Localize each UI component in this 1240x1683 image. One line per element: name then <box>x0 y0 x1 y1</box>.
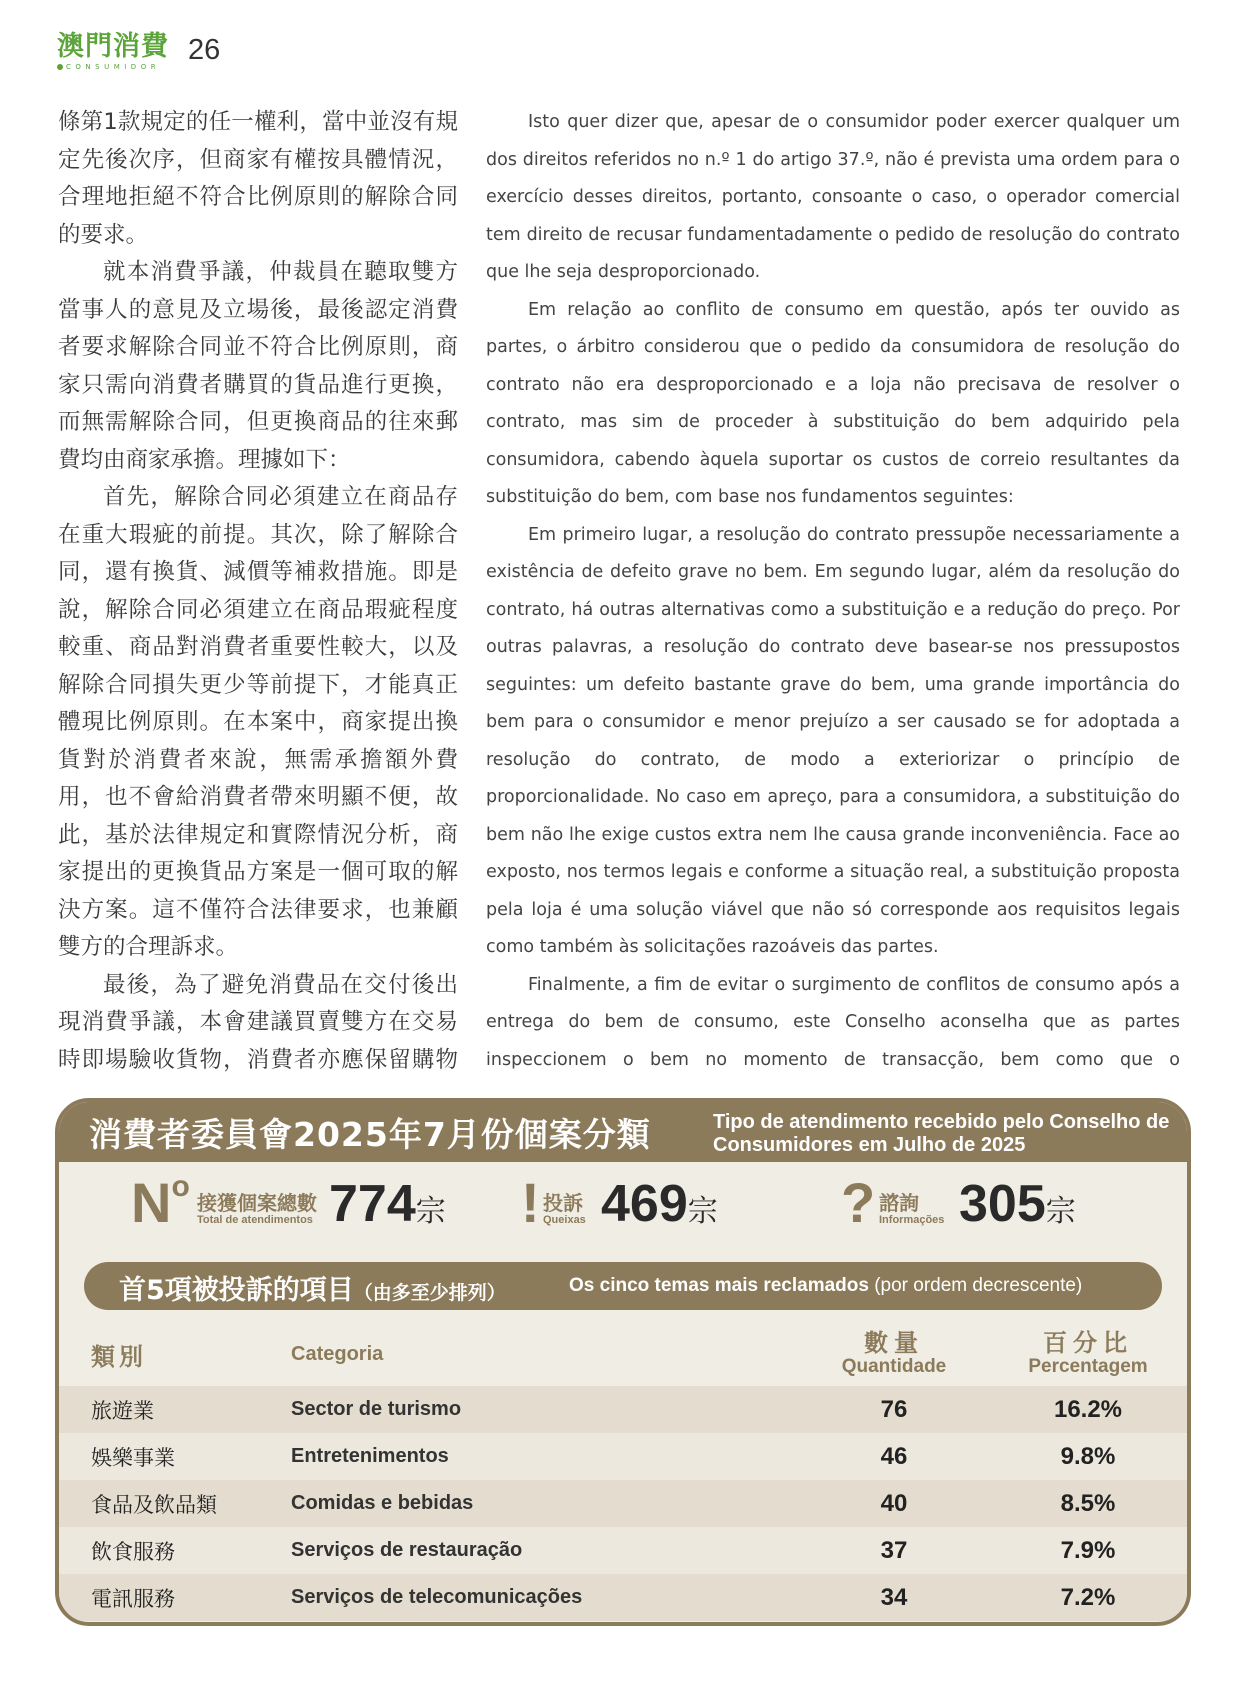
row-quantity: 34 <box>799 1574 989 1621</box>
stat-enquiries-value: 305宗 <box>959 1175 1076 1233</box>
pt-paragraph-3: Em primeiro lugar, a resolução do contrato pressupõe necessariamente a existência de defeito grave no bem. Em segundo lugar, além da resolução do contrato, há outras alternativas como a substituição e a redução do preço. Por outras palavras, a resolução do contrato deve basear-se nos pressupostos seguintes: um defeito bastante grave do bem, uma grande importância do bem para o consumidor e menor prejuízo a ser causado se for adoptada a resolução do contrato, de modo a exteriorizar o princípio de proporcionalidade. No caso em apreço, para a consumidora, a substituição do bem não lhe exige custos extra nem lhe causa grande inconveniência. Face ao exposto, nos termos legais e conforme a situação real, a substituição proposta pela loja é uma solução viável que não só corresponde aos requisitos legais como também às solicitações razoáveis das partes. <box>486 524 1180 957</box>
pt-paragraph-1: Isto quer dizer que, apesar de o consumidor poder exercer qualquer um dos direitos referidos no n.º 1 do artigo 37.º, não é prevista uma ordem para o exercício desses direitos, portanto, consoante o caso, o operador comercial tem direito de recusar fundamentadamente o pedido de resolução do contrato que lhe seja desproporcionado. <box>486 112 1180 282</box>
row-percentage: 16.2% <box>989 1386 1187 1433</box>
row-quantity: 76 <box>799 1386 989 1433</box>
row-category-cn: 娛樂事業 <box>59 1433 291 1480</box>
cn-paragraph-3: 首先，解除合同必須建立在商品存在重大瑕疵的前提。其次，除了解除合同，還有換貨、減價等補救措施。即是說，解除合同必須建立在商品瑕疵程度較重、商品對消費者重要性較大，以及解除合同損失更少等前提下，才能真正體現比例原則。在本案中，商家提出換貨對於消費者來說，無需承擔額外費用，也不會給消費者帶來明顯不便，故此，基於法律規定和實際情況分析，商家提出的更換貨品方案是一個可取的解決方案。這不僅符合法律要求，也兼顧雙方的合理訴求。 <box>58 484 458 960</box>
top5-title-bar <box>84 1262 1162 1310</box>
row-quantity: 40 <box>799 1480 989 1527</box>
top5-title-pt: Os cinco temas mais reclamados (por ordem decrescente) <box>569 1275 1083 1296</box>
row-category-cn: 旅遊業 <box>59 1386 291 1433</box>
chinese-column <box>58 104 458 1084</box>
row-percentage: 9.8% <box>989 1433 1187 1480</box>
table-row <box>59 1480 1187 1527</box>
col-header-percentage: 百分比 Percentagem <box>989 1322 1187 1386</box>
stats-title-pt: Tipo de atendimento recebido pelo Conselho de Consumidores em Julho de 2025 <box>713 1111 1170 1156</box>
row-category-pt: Serviços de telecomunicações <box>291 1574 799 1621</box>
stats-title-cn: 消費者委員會2025年7月份個案分類 <box>89 1115 651 1154</box>
cn-paragraph-2: 就本消費爭議，仲裁員在聽取雙方當事人的意見及立場後，最後認定消費者要求解除合同並不符合比例原則，商家只需向消費者購買的貨品進行更換，而無需解除合同，但更換商品的往來郵費均由商家承擔。理據如下： <box>58 259 458 473</box>
row-quantity: 46 <box>799 1433 989 1480</box>
top5-title-cn: 首5項被投訴的項目（由多至少排列） <box>119 1275 506 1306</box>
stat-total-label: 接獲個案總數 Total de atendimentos <box>197 1191 317 1226</box>
number-icon: $N^o$ <box>131 1170 190 1234</box>
row-category-pt: Serviços de restauração <box>291 1527 799 1574</box>
row-category-cn: 食品及飲品類 <box>59 1480 291 1527</box>
table-header-row <box>59 1322 1187 1386</box>
stat-total <box>131 1170 471 1244</box>
top5-complaints-table <box>59 1322 1187 1621</box>
pt-paragraph-4: Finalmente, a fim de evitar o surgimento de conflitos de consumo após a entrega do bem de consumo, este Conselho aconselha que as partes inspeccionem o bem no momento de transacção, bem como que o <box>486 974 1180 1070</box>
stat-complaints-value: 469宗 <box>601 1175 718 1233</box>
row-category-pt: Entretenimentos <box>291 1433 799 1480</box>
row-category-cn: 飲食服務 <box>59 1527 291 1574</box>
stat-total-value: 774宗 <box>329 1175 446 1233</box>
row-percentage: 7.2% <box>989 1574 1187 1621</box>
row-category-pt: Sector de turismo <box>291 1386 799 1433</box>
row-quantity: 37 <box>799 1527 989 1574</box>
cn-paragraph-4: 最後，為了避免消費品在交付後出現消費爭議，本會建議買賣雙方在交易時即場驗收貨物，消費者亦應保留購物 <box>58 967 458 1085</box>
portuguese-column <box>486 104 1180 1084</box>
col-header-quantity: 數量 Quantidade <box>799 1322 989 1386</box>
stats-box-header <box>59 1102 1187 1162</box>
logo-dot-icon <box>57 64 63 70</box>
table-row <box>59 1433 1187 1480</box>
case-statistics-box <box>55 1098 1191 1626</box>
stats-row <box>59 1162 1187 1252</box>
table-row <box>59 1527 1187 1574</box>
row-percentage: 7.9% <box>989 1527 1187 1574</box>
logo-subtext: CONSUMIDOR <box>57 63 177 71</box>
stat-enquiries <box>841 1171 1141 1244</box>
pt-paragraph-2: Em relação ao conflito de consumo em questão, após ter ouvido as partes, o árbitro considerou que o pedido da consumidora de resolução do contrato não era desproporcionado e a loja não precisava de resolver o contrato, mas sim de proceder à substituição do bem adquirido pela consumidora, cabendo àquela suportar os custos de correio resultantes da substituição do bem, com base nos fundamentos seguintes: <box>486 299 1180 507</box>
cn-paragraph-1: 條第1款規定的任一權利，當中並沒有規定先後次序，但商家有權按具體情況，合理地拒絕不符合比例原則的解除合同的要求。 <box>58 109 458 248</box>
page-number: 26 <box>188 34 221 66</box>
logo-text: 澳門消費 <box>57 31 169 62</box>
row-category-cn: 電訊服務 <box>59 1574 291 1621</box>
stat-complaints <box>521 1171 781 1244</box>
row-category-pt: Comidas e bebidas <box>291 1480 799 1527</box>
stat-enquiries-label: 諮詢 Informações <box>879 1191 945 1226</box>
col-header-category-cn: 類別 <box>59 1322 291 1386</box>
table-row <box>59 1574 1187 1621</box>
magazine-logo <box>57 32 177 78</box>
table-row <box>59 1386 1187 1433</box>
question-icon: ? <box>841 1171 876 1234</box>
col-header-category-pt: Categoria <box>291 1322 799 1386</box>
exclamation-icon: ! <box>521 1171 540 1234</box>
stat-complaints-label: 投訴 Queixas <box>543 1191 586 1226</box>
row-percentage: 8.5% <box>989 1480 1187 1527</box>
